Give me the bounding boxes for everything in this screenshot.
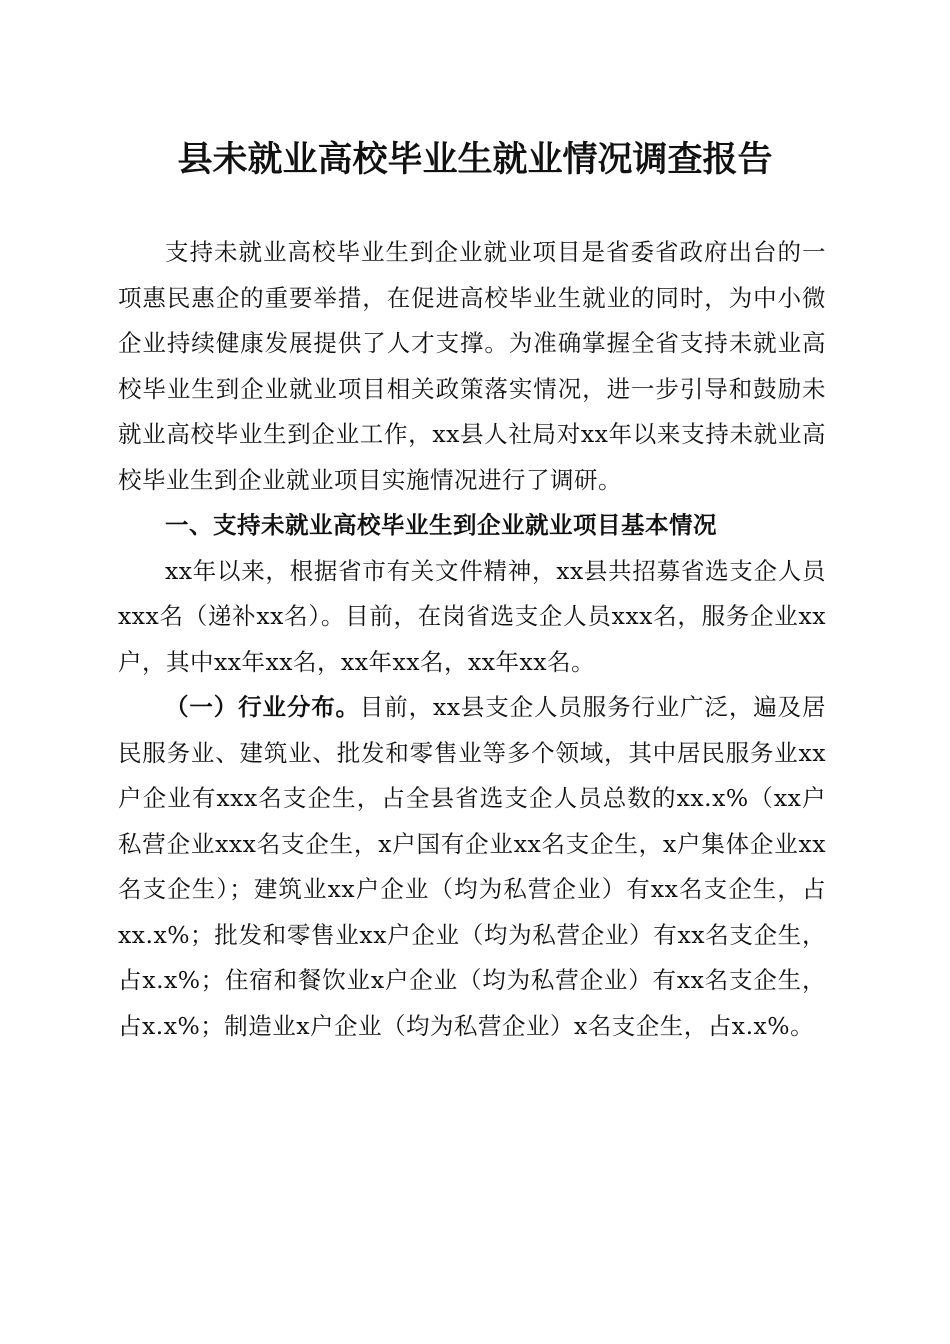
subsection-1-heading: （一）行业分布。 bbox=[165, 693, 360, 721]
subsection-1-paragraph bbox=[118, 685, 826, 1049]
document-title: 县未就业高校毕业生就业情况调查报告 bbox=[177, 139, 773, 180]
intro-paragraph: 支持未就业高校毕业生到企业就业项目是省委省政府出台的一项惠民惠企的重要举措，在促进高校毕业生就业的同时，为中小微企业持续健康发展提供了人才支撑。为准确掌握全省支持未就业高校毕业生到企业就业项目相关政策落实情况，进一步引导和鼓励未就业高校毕业生到企业工作，xx县人社局对xx年以来支持未就业高校毕业生到企业就业项目实施情况进行了调研。 bbox=[118, 238, 826, 494]
document-body bbox=[118, 230, 826, 1049]
section-1-heading: 一、支持未就业高校毕业生到企业就业项目基本情况 bbox=[165, 511, 717, 539]
subsection-1-text: 目前，xx县支企人员服务行业广泛，遍及居民服务业、建筑业、批发和零售业等多个领域，其中居民服务业xx户企业有xxx名支企生，占全县省选支企人员总数的xx.x%（xx户私营企业xxx名支企生，x户国有企业xx名支企生，x户集体企业xx名支企生）；建筑业xx户企业（均为私营企业）有xx名支企生，占xx.x%；批发和零售业xx户企业（均为私营企业）有xx名支企生，占x.x%；住宿和餐饮业x户企业（均为私营企业）有xx名支企生，占x.x%；制造业x户企业（均为私营企业）x名支企生，占x.x%。 bbox=[118, 693, 826, 1040]
section-1-paragraph: xx年以来，根据省市有关文件精神，xx县共招募省选支企人员xxx名（递补xx名）。目前，在岗省选支企人员xxx名，服务企业xx户，其中xx年xx名，xx年xx名，xx年xx名。 bbox=[118, 556, 826, 676]
